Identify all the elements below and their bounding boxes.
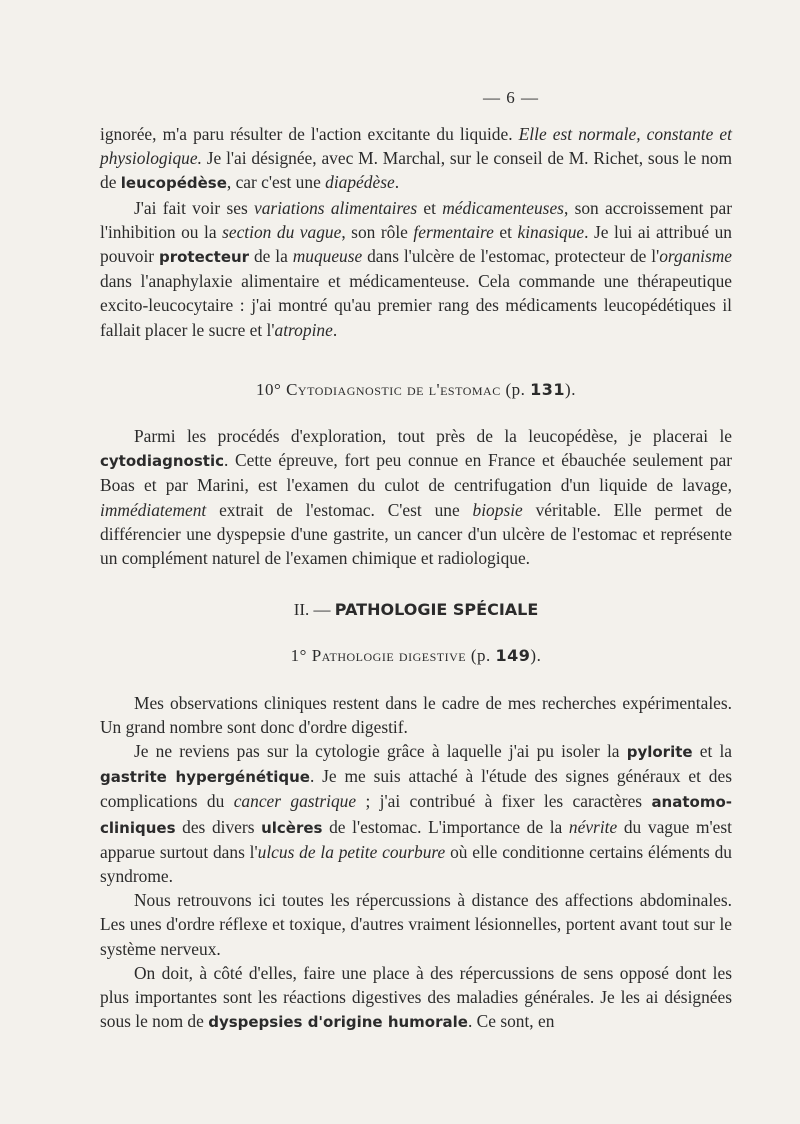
text: .	[394, 172, 400, 193]
text: du vague m'est apparue surtout dans l'	[100, 816, 732, 862]
text: et la	[692, 741, 733, 762]
heading-number: 1°	[290, 646, 312, 666]
text: ; j'ai contribué à fixer les caractères	[356, 791, 652, 812]
paragraph-cytodiagnostic	[100, 424, 732, 570]
italic-text: Elle est normale, constante et physiologique.	[100, 124, 732, 169]
paragraph-leucopedese	[100, 122, 732, 196]
text: Je l'ai désignée, avec M. Marchal, sur le conseil de M. Richet, sous le nom de	[100, 148, 732, 193]
bold-term: cytodiagnostic	[100, 452, 224, 471]
italic-text: variations alimentaires	[254, 197, 418, 218]
text: où elle conditionne certains éléments du syndrome.	[100, 841, 732, 887]
italic-text: médicamenteuses	[442, 197, 564, 218]
bold-term: dyspepsies d'origine humorale	[208, 1013, 468, 1032]
text: (p.	[500, 379, 531, 399]
paragraph-variations	[100, 196, 732, 342]
italic-text: fermentaire	[413, 221, 494, 242]
text: Je ne reviens pas sur la cytologie grâce à laquelle j'ai pu isoler la	[134, 741, 627, 762]
text: Parmi les procédés d'exploration, tout près de la leucopédèse, je placerai le	[134, 426, 732, 447]
page-number: — 6 —	[483, 88, 539, 107]
text: ).	[530, 646, 542, 666]
text: extrait de l'estomac. C'est une	[206, 499, 473, 520]
subsection-heading-cytodiagnostic	[100, 378, 732, 402]
section-heading	[100, 598, 732, 622]
text: , son accroissement par l'inhibition ou la	[100, 197, 732, 242]
italic-text: diapédèse	[325, 172, 395, 193]
italic-text: névrite	[568, 816, 618, 837]
bold-term: ulcères	[261, 818, 323, 837]
bold-term: pylorite	[626, 743, 693, 762]
heading-number: 10°	[256, 379, 287, 399]
text: .	[332, 319, 338, 340]
subsection-heading-digestive	[100, 644, 732, 668]
text: On doit, à côté d'elles, faire une place à des répercussions de sens opposé dont les plus importantes sont les réactions digestives des maladies générales. Je les ai désignées sous le nom de	[100, 962, 732, 1032]
paragraph-dyspepsies	[100, 961, 732, 1035]
text: J'ai fait voir ses	[134, 197, 255, 218]
text: dans l'anaphylaxie alimentaire et médicamenteuse. Cela commande une thérapeutique excito-leucocytaire : j'ai montré qu'au premier rang des médicaments leucopédétiques il fallait placer le sucre et l'	[100, 271, 732, 340]
text: de l'estomac. L'importance de la	[322, 816, 569, 837]
paragraph-observations	[100, 691, 732, 739]
text: ignorée, m'a paru résulter de l'action excitante du liquide.	[100, 124, 519, 144]
text: ).	[565, 379, 576, 399]
paragraph-repercussions	[100, 888, 732, 961]
italic-text: immédiatement	[100, 499, 207, 520]
text: véritable. Elle permet de différencier une dyspepsie d'une gastrite, un cancer d'un ulcère de l'estomac et représente un complément naturel de l'examen chimique et radiologique.	[100, 499, 732, 569]
text: Nous retrouvons ici toutes les répercussions à distance des affections abdominales. Les unes d'ordre réflexe et toxique, d'autres vraiment lésionnelles, portent avant tout sur le système nerveux.	[100, 890, 732, 959]
text: , car c'est une	[226, 172, 326, 193]
text: , son rôle	[341, 221, 414, 242]
bold-term: leucopédèse	[120, 174, 227, 193]
italic-text: muqueuse	[292, 246, 363, 267]
italic-text: organisme	[659, 246, 733, 267]
bold-term: gastrite hypergénétique	[100, 768, 310, 787]
italic-text: atropine	[274, 319, 333, 340]
section-number: II. —	[293, 600, 335, 620]
heading-title: Pathologie digestive	[311, 646, 467, 666]
section-title: PATHOLOGIE SPÉCIALE	[334, 600, 539, 620]
text: . Je me suis attaché à l'étude des signes généraux et des complications du	[100, 766, 732, 812]
heading-title: Cytodiagnostic de l'estomac	[286, 379, 501, 399]
text: Mes observations cliniques restent dans le cadre de mes recherches expérimentales. Un grand nombre sont donc d'ordre digestif.	[100, 692, 732, 737]
italic-text: ulcus de la petite courbure	[257, 841, 446, 862]
italic-text: biopsie	[472, 499, 523, 520]
page-reference: 131	[530, 379, 566, 399]
text: de la	[249, 246, 293, 267]
text: (p.	[466, 646, 496, 666]
bold-term: protecteur	[158, 248, 250, 267]
text: . Je lui ai attribué un pouvoir	[100, 221, 732, 267]
italic-text: kinasique	[517, 221, 585, 242]
page	[100, 88, 732, 1035]
text: et	[417, 197, 443, 218]
text: et	[493, 221, 518, 242]
italic-text: section du vague	[222, 221, 342, 242]
bold-term: anatomo-cliniques	[100, 793, 732, 837]
paragraph-cytologie	[100, 739, 732, 888]
text: . Cette épreuve, fort peu connue en France et ébauchée seulement par Boas et par Marini, est l'examen du culot de centrifugation d'un liquide de lavage,	[100, 450, 732, 496]
italic-text: cancer gastrique	[233, 791, 357, 812]
text: dans l'ulcère de l'estomac, protecteur de l'	[362, 246, 660, 267]
text: . Ce sont, en	[467, 1011, 555, 1032]
page-reference: 149	[495, 646, 531, 666]
text: des divers	[175, 816, 262, 837]
